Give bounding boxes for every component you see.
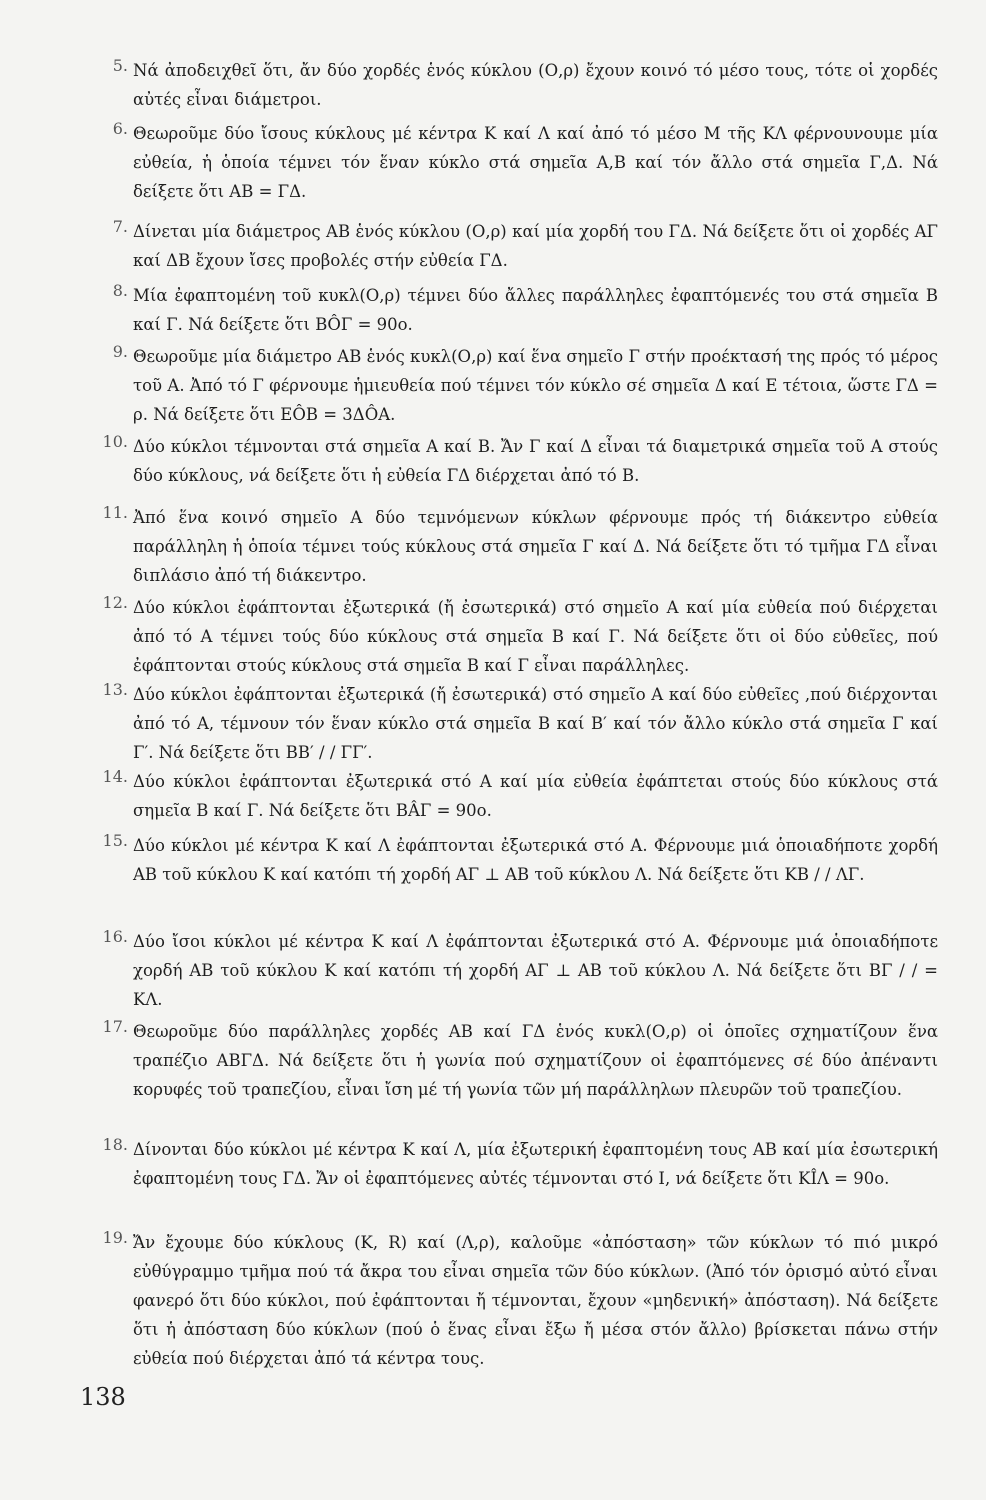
- problem-18: [88, 1135, 938, 1193]
- problem-15: [88, 831, 938, 889]
- problem-11: [88, 503, 938, 590]
- problem-14: [88, 767, 938, 825]
- problem-8: [88, 281, 938, 339]
- problem-number: 11.: [102, 503, 128, 522]
- problem-text: Δίνονται δύο κύκλοι μέ κέντρα Κ καί Λ, μία ἐξωτερική ἐφαπτομένη τους ΑΒ καί μία ἐσωτερική ἐφαπτομένη τους ΓΔ. Ἄν οἱ ἐφαπτόμενες αὐτές τέμνονται στό Ι, νά δείξετε ὅτι ΚÎΛ = 90ο.: [133, 1140, 938, 1188]
- problem-text: Ἄν ἔχουμε δύο κύκλους (Κ, R) καί (Λ,ρ), καλοῦμε «ἀπόσταση» τῶν κύκλων τό πιό μικρό εὐθύγραμμο τμῆμα πού τά ἄκρα του εἶναι σημεῖα τῶν δύο κύκλων. (Ἀπό τόν ὁρισμό αὐτό εἶναι φανερό ὅτι δύο κύκλοι, πού ἐφάπτονται ἤ τέμνονται, ἔχουν «μηδενική» ἀπόσταση). Νά δείξετε ὅτι ἡ ἀπόσταση δύο κύκλων (πού ὁ ἕνας εἶναι ἔξω ἤ μέσα στόν ἄλλο) βρίσκεται πάνω στήν εὐθεία πού διέρχεται ἀπό τά κέντρα τους.: [133, 1233, 938, 1368]
- problem-text: Νά ἀποδειχθεῖ ὅτι, ἄν δύο χορδές ἑνός κύκλου (Ο,ρ) ἔχουν κοινό τό μέσο τους, τότε οἱ χορδές αὐτές εἶναι διάμετροι.: [133, 61, 938, 109]
- problem-12: [88, 593, 938, 680]
- problem-number: 17.: [102, 1017, 128, 1036]
- problem-text: Δύο ἴσοι κύκλοι μέ κέντρα Κ καί Λ ἐφάπτονται ἐξωτερικά στό Α. Φέρνουμε μιά ὁποιαδήποτε χορδή ΑΒ τοῦ κύκλου Κ καί κατόπι τή χορδή ΑΓ ⊥ ΑΒ τοῦ κύκλου Λ. Νά δείξετε ὅτι ΒΓ / / = ΚΛ.: [133, 932, 938, 1009]
- problem-7: [88, 217, 938, 275]
- problem-16: [88, 927, 938, 1014]
- problem-5: [88, 56, 938, 114]
- problem-number: 10.: [102, 432, 128, 451]
- problem-number: 14.: [102, 767, 128, 786]
- problem-13: [88, 680, 938, 767]
- problem-number: 6.: [112, 119, 128, 138]
- problem-number: 16.: [102, 927, 128, 946]
- problem-text: Μία ἐφαπτομένη τοῦ κυκλ(Ο,ρ) τέμνει δύο ἄλλες παράλληλες ἐφαπτόμενές του στά σημεῖα Β καί Γ. Νά δείξετε ὅτι ΒÔΓ = 90ο.: [133, 286, 938, 334]
- problem-10: [88, 432, 938, 490]
- problem-number: 19.: [102, 1228, 128, 1247]
- problem-17: [88, 1017, 938, 1104]
- problem-number: 18.: [102, 1135, 128, 1154]
- problem-text: Θεωροῦμε δύο ἴσους κύκλους μέ κέντρα Κ καί Λ καί ἀπό τό μέσο Μ τῆς ΚΛ φέρνουνουμε μία εὐθεία, ἡ ὁποία τέμνει τόν ἕναν κύκλο στά σημεῖα Α,Β καί τόν ἄλλο στά σημεῖα Γ,Δ. Νά δείξετε ὅτι ΑΒ = ΓΔ.: [133, 124, 938, 201]
- problem-text: Δίνεται μία διάμετρος ΑΒ ἑνός κύκλου (Ο,ρ) καί μία χορδή του ΓΔ. Νά δείξετε ὅτι οἱ χορδές ΑΓ καί ΔΒ ἔχουν ἴσες προβολές στήν εὐθεία ΓΔ.: [133, 222, 938, 270]
- problem-number: 12.: [102, 593, 128, 612]
- problem-number: 7.: [112, 217, 128, 236]
- problem-number: 9.: [112, 342, 128, 361]
- problem-text: Θεωροῦμε μία διάμετρο ΑΒ ἑνός κυκλ(Ο,ρ) καί ἕνα σημεῖο Γ στήν προέκτασή της πρός τό μέρος τοῦ Α. Ἀπό τό Γ φέρνουμε ἡμιευθεία πού τέμνει τόν κύκλο σέ σημεῖα Δ καί Ε τέτοια, ὥστε ΓΔ = ρ. Νά δείξετε ὅτι ΕÔΒ = 3ΔÔΑ.: [133, 347, 938, 424]
- problem-number: 15.: [102, 831, 128, 850]
- problem-text: Δύο κύκλοι ἐφάπτονται ἐξωτερικά (ἤ ἐσωτερικά) στό σημεῖο Α καί μία εὐθεία πού διέρχεται ἀπό τό Α τέμνει τούς δύο κύκλους στά σημεῖα Β καί Γ. Νά δείξετε ὅτι οἱ δύο εὐθεῖες, πού ἐφάπτονται στούς κύκλους στά σημεῖα Β καί Γ εἶναι παράλληλες.: [133, 598, 938, 675]
- problem-text: Δύο κύκλοι ἐφάπτονται ἐξωτερικά στό Α καί μία εὐθεία ἐφάπτεται στούς δύο κύκλους στά σημεῖα Β καί Γ. Νά δείξετε ὅτι ΒÂΓ = 90ο.: [133, 772, 938, 820]
- problem-text: Δύο κύκλοι μέ κέντρα Κ καί Λ ἐφάπτονται ἐξωτερικά στό Α. Φέρνουμε μιά ὁποιαδήποτε χορδή ΑΒ τοῦ κύκλου Κ καί κατόπι τή χορδή ΑΓ ⊥ ΑΒ τοῦ κύκλου Λ. Νά δείξετε ὅτι ΚΒ / / ΛΓ.: [133, 836, 938, 884]
- problem-19: [88, 1228, 938, 1373]
- problem-text: Θεωροῦμε δύο παράλληλες χορδές ΑΒ καί ΓΔ ἑνός κυκλ(Ο,ρ) οἱ ὁποῖες σχηματίζουν ἕνα τραπέζιο ΑΒΓΔ. Νά δείξετε ὅτι ἡ γωνία πού σχηματίζουν οἱ ἐφαπτόμενες σέ δύο ἀπέναντι κορυφές τοῦ τραπεζίου, εἶναι ἴση μέ τή γωνία τῶν μή παράλληλων πλευρῶν τοῦ τραπεζίου.: [133, 1022, 938, 1099]
- problem-number: 8.: [112, 281, 128, 300]
- problem-number: 5.: [112, 56, 128, 75]
- problem-text: Δύο κύκλοι τέμνονται στά σημεῖα Α καί Β. Ἄν Γ καί Δ εἶναι τά διαμετρικά σημεῖα τοῦ Α στούς δύο κύκλους, νά δείξετε ὅτι ἡ εὐθεία ΓΔ διέρχεται ἀπό τό Β.: [133, 437, 938, 485]
- problem-6: [88, 119, 938, 206]
- problem-text: Ἀπό ἕνα κοινό σημεῖο Α δύο τεμνόμενων κύκλων φέρνουμε πρός τή διάκεντρο εὐθεία παράλληλη ἡ ὁποία τέμνει τούς κύκλους στά σημεῖα Γ καί Δ. Νά δείξετε ὅτι τό τμῆμα ΓΔ εἶναι διπλάσιο ἀπό τή διάκεντρο.: [133, 508, 938, 585]
- problem-text: Δύο κύκλοι ἐφάπτονται ἐξωτερικά (ἤ ἐσωτερικά) στό σημεῖο Α καί δύο εὐθεῖες ,πού διέρχονται ἀπό τό Α, τέμνουν τόν ἕναν κύκλο στά σημεῖα Β καί Β′ καί τόν ἄλλο κύκλο στά σημεῖα Γ καί Γ′. Νά δείξετε ὅτι ΒΒ′ / / ΓΓ′.: [133, 685, 938, 762]
- problem-9: [88, 342, 938, 429]
- page-number: 138: [80, 1383, 126, 1411]
- problem-number: 13.: [102, 680, 128, 699]
